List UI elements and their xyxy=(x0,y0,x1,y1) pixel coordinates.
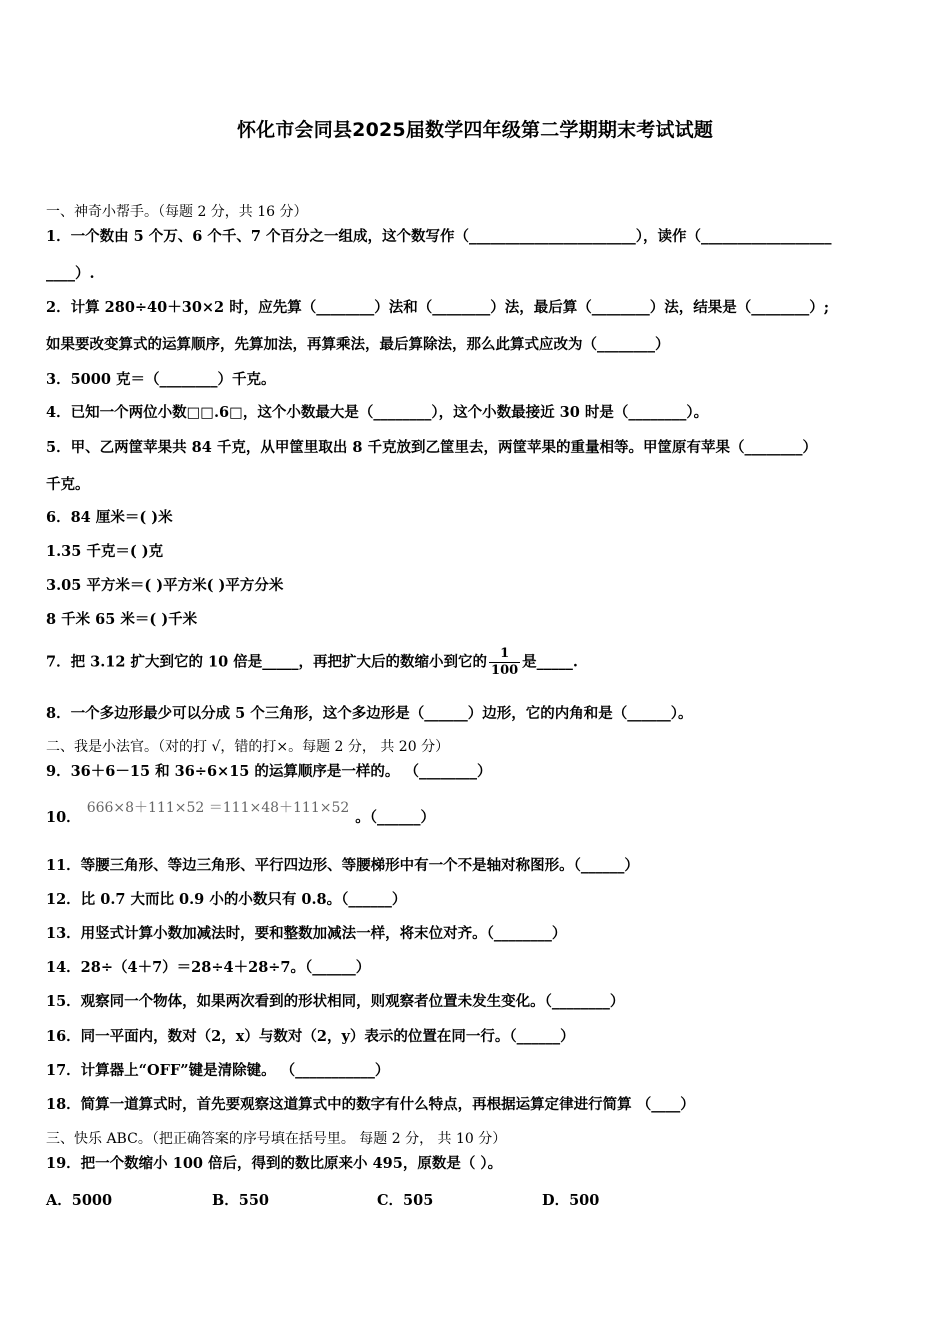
question-10-number: 10． xyxy=(46,809,81,826)
question-7-text: 7．把 3.12 扩大到它的 10 倍是_____，再把扩大后的数缩小到它的 xyxy=(46,653,488,671)
option-b: B．550 xyxy=(212,1192,270,1209)
question-10 xyxy=(46,798,436,826)
fraction-denominator: 100 xyxy=(491,663,519,678)
question-10-expression: 666×8＋111×52 ＝111×48＋111×52 xyxy=(86,800,350,816)
fraction xyxy=(489,646,520,679)
option-c: C．505 xyxy=(377,1192,434,1209)
option-a: A．5000 xyxy=(46,1192,113,1209)
question-18: 18．简算一道算式时，首先要观察这道算式中的数字有什么特点，再根据运算定律进行简算 （____） xyxy=(46,1096,695,1113)
question-2-cont: 如果要改变算式的运算顺序，先算加法，再算乘法，最后算除法，那么此算式应改为（________） xyxy=(46,336,670,353)
question-4: 4．已知一个两位小数□□.6□，这个小数最大是（________），这个小数最接近 30 时是（________）。 xyxy=(46,404,709,421)
question-11: 11．等腰三角形、等边三角形、平行四边形、等腰梯形中有一个不是轴对称图形。（______） xyxy=(46,857,639,874)
question-5: 5．甲、乙两筐苹果共 84 千克，从甲筐里取出 8 千克放到乙筐里去，两筐苹果的重量相等。甲筐原有苹果（________） xyxy=(46,439,818,456)
question-1-cont: ____）. xyxy=(46,265,95,282)
question-3: 3．5000 克＝（________）千克。 xyxy=(46,371,276,388)
question-13: 13．用竖式计算小数加减法时，要和整数加减法一样，将末位对齐。（________） xyxy=(46,925,567,942)
section-1-heading: 一、神奇小帮手。（每题 2 分，共 16 分） xyxy=(46,204,308,220)
option-d: D．500 xyxy=(542,1192,600,1209)
question-12: 12．比 0.7 大而比 0.9 小的小数只有 0.8。（______） xyxy=(46,891,407,908)
question-6-c: 3.05 平方米＝( )平方米( )平方分米 xyxy=(46,577,284,594)
question-16: 16．同一平面内，数对（2，x）与数对（2，y）表示的位置在同一行。（______） xyxy=(46,1028,575,1045)
question-15: 15．观察同一个物体，如果两次看到的形状相同，则观察者位置未发生变化。（________） xyxy=(46,993,625,1010)
question-14: 14．28÷（4＋7）＝28÷4＋28÷7。（______） xyxy=(46,959,371,976)
question-7-tail: 是_____. xyxy=(522,653,578,671)
question-19: 19．把一个数缩小 100 倍后，得到的数比原来小 495，原数是（ ）。 xyxy=(46,1155,503,1172)
section-3-heading: 三、快乐 ABC。（把正确答案的序号填在括号里。 每题 2 分， 共 10 分） xyxy=(46,1131,507,1147)
question-17: 17．计算器上“OFF”键是清除键。 （___________） xyxy=(46,1062,390,1079)
question-9: 9．36＋6－15 和 36÷6×15 的运算顺序是一样的。 （________） xyxy=(46,763,492,780)
question-7 xyxy=(46,646,578,679)
question-8: 8．一个多边形最少可以分成 5 个三角形，这个多边形是（______）边形，它的内角和是（______）。 xyxy=(46,705,693,722)
question-6-a: 6．84 厘米＝( )米 xyxy=(46,509,173,526)
question-5-cont: 千克。 xyxy=(46,476,90,493)
section-2-heading: 二、我是小法官。（对的打 √，错的打×。每题 2 分， 共 20 分） xyxy=(46,739,450,755)
page-title: 怀化市会同县2025届数学四年级第二学期期末考试试题 xyxy=(236,119,714,141)
question-10-tail: 。（______） xyxy=(355,809,436,826)
question-6-d: 8 千米 65 米＝( )千米 xyxy=(46,611,198,628)
question-2: 2．计算 280÷40＋30×2 时，应先算（________）法和（________）法，最后算（________）法，结果是（________）; xyxy=(46,299,830,316)
question-1: 1．一个数由 5 个万、6 个千、7 个百分之一组成，这个数写作（_______________________），读作（__________________ xyxy=(46,228,832,245)
fraction-numerator: 1 xyxy=(489,646,520,663)
question-6-b: 1.35 千克＝( )克 xyxy=(46,543,164,560)
